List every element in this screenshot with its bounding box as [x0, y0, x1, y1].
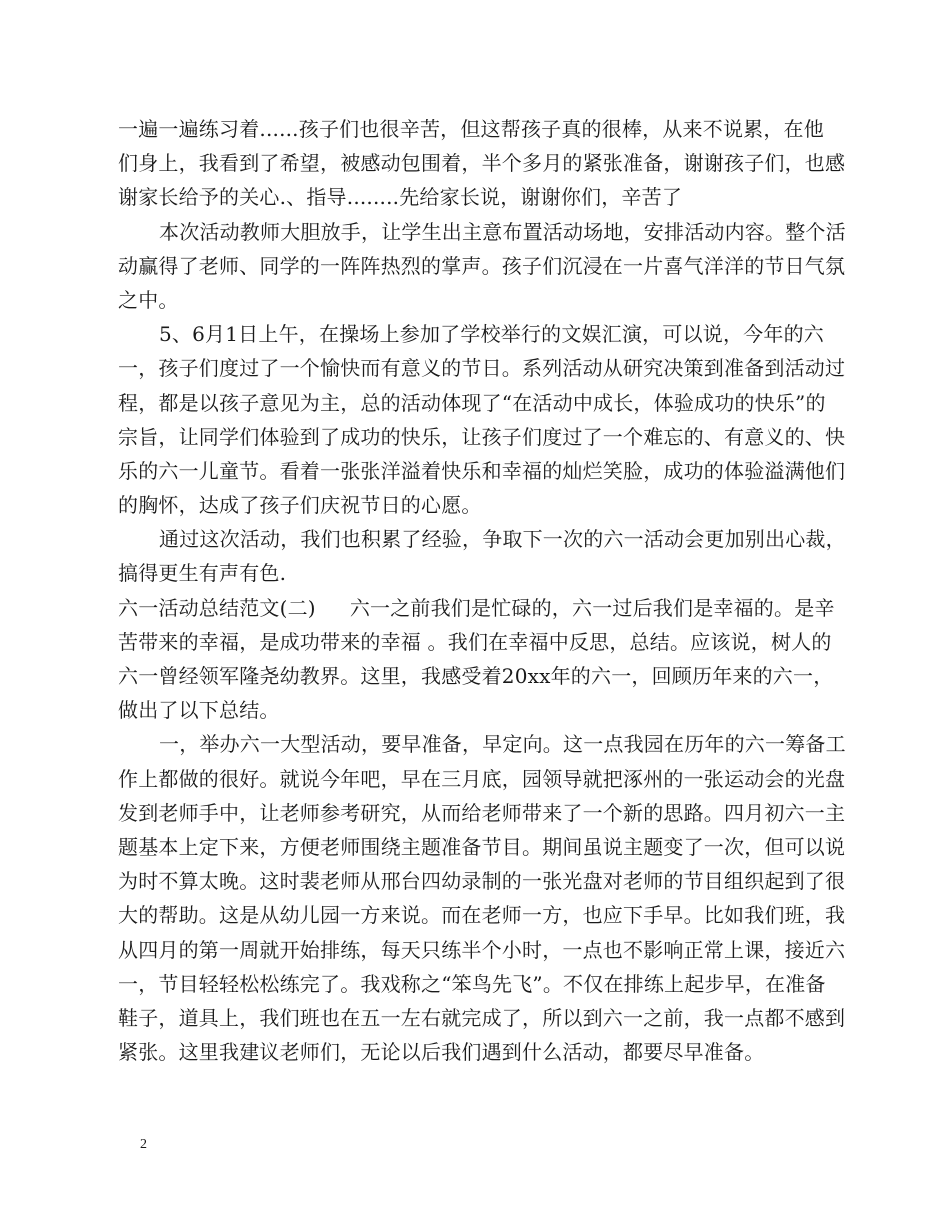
text-line: 作上都做的很好。就说今年吧，早在三月底，园领导就把涿州的一张运动会的光盘: [118, 766, 846, 791]
section-heading: 六一活动总结范文(二): [118, 595, 316, 620]
text-line: 紧张。这里我建议老师们，无论以后我们遇到什么活动，都要尽早准备。: [118, 1040, 765, 1065]
text-line: 程，都是以孩子意见为主，总的活动体现了“在活动中成长，体验成功的快乐”的: [118, 390, 826, 415]
text-line: 动赢得了老师、同学的一阵阵热烈的掌声。孩子们沉浸在一片喜气洋洋的节日气氛: [118, 253, 846, 278]
text-line: 做出了以下总结。: [118, 698, 280, 723]
page-number: 2: [140, 1137, 147, 1152]
text-line: 搞得更生有声有色.: [118, 561, 287, 586]
text-line: 鞋子，道具上，我们班也在五一左右就完成了，所以到六一之前，我一点都不感到: [118, 1005, 846, 1030]
text-line: 发到老师手中，让老师参考研究，从而给老师带来了一个新的思路。四月初六一主: [118, 800, 846, 825]
text-line: 六一曾经领军隆尧幼教界。这里，我感受着20xx年的六一，回顾历年来的六一，: [118, 664, 834, 688]
text-line: 一遍一遍练习着......孩子们也很辛苦，但这帮孩子真的很棒，从来不说累，在他: [118, 117, 824, 141]
text-line: 六一之前我们是忙碌的，六一过后我们是幸福的。是辛: [349, 595, 835, 620]
text-line: 之中。: [118, 287, 179, 312]
text-line: 5、6月1日上午，在操场上参加了学校举行的文娱汇演，可以说，今年的六: [159, 322, 824, 347]
text-line: 乐的六一儿童节。看着一张张洋溢着快乐和幸福的灿烂笑脸，成功的体验溢满他们: [118, 458, 846, 483]
text-line: 通过这次活动，我们也积累了经验，争取下一次的六一活动会更加别出心裁，: [159, 527, 846, 552]
document-body: [118, 112, 846, 1069]
text-line: 苦带来的幸福，是成功带来的幸福 。我们在幸福中反思，总结。应该说，树人的: [118, 629, 832, 654]
text-line: 谢家长给予的关心.、指导........先给家长说，谢谢你们，辛苦了: [118, 185, 683, 210]
text-line: 为时不算太晚。这时裴老师从邢台四幼录制的一张光盘对老师的节目组织起到了很: [118, 869, 846, 894]
text-line: 题基本上定下来，方便老师围绕主题准备节目。期间虽说主题变了一次，但可以说: [118, 834, 846, 859]
text-line: 的胸怀，达成了孩子们庆祝节日的心愿。: [118, 493, 482, 518]
text-line: 们身上，我看到了希望，被感动包围着，半个多月的紧张准备，谢谢孩子们，也感: [118, 151, 846, 176]
text-line: 一，孩子们度过了一个愉快而有意义的节日。系列活动从研究决策到准备到活动过: [118, 356, 846, 381]
text-line: 本次活动教师大胆放手，让学生出主意布置活动场地，安排活动内容。整个活: [159, 219, 846, 244]
section-heading-line: [118, 591, 835, 625]
text-line: 宗旨，让同学们体验到了成功的快乐，让孩子们度过了一个难忘的、有意义的、快: [118, 424, 846, 449]
text-line: 一，节目轻轻松松练完了。我戏称之“笨鸟先飞”。不仅在排练上起步早，在准备: [118, 971, 826, 996]
text-line: 一，举办六一大型活动，要早准备，早定向。这一点我园在历年的六一筹备工: [159, 732, 846, 757]
text-line: 从四月的第一周就开始排练，每天只练半个小时，一点也不影响正常上课，接近六: [118, 937, 846, 962]
text-line: 大的帮助。这是从幼儿园一方来说。而在老师一方，也应下手早。比如我们班，我: [118, 903, 846, 928]
